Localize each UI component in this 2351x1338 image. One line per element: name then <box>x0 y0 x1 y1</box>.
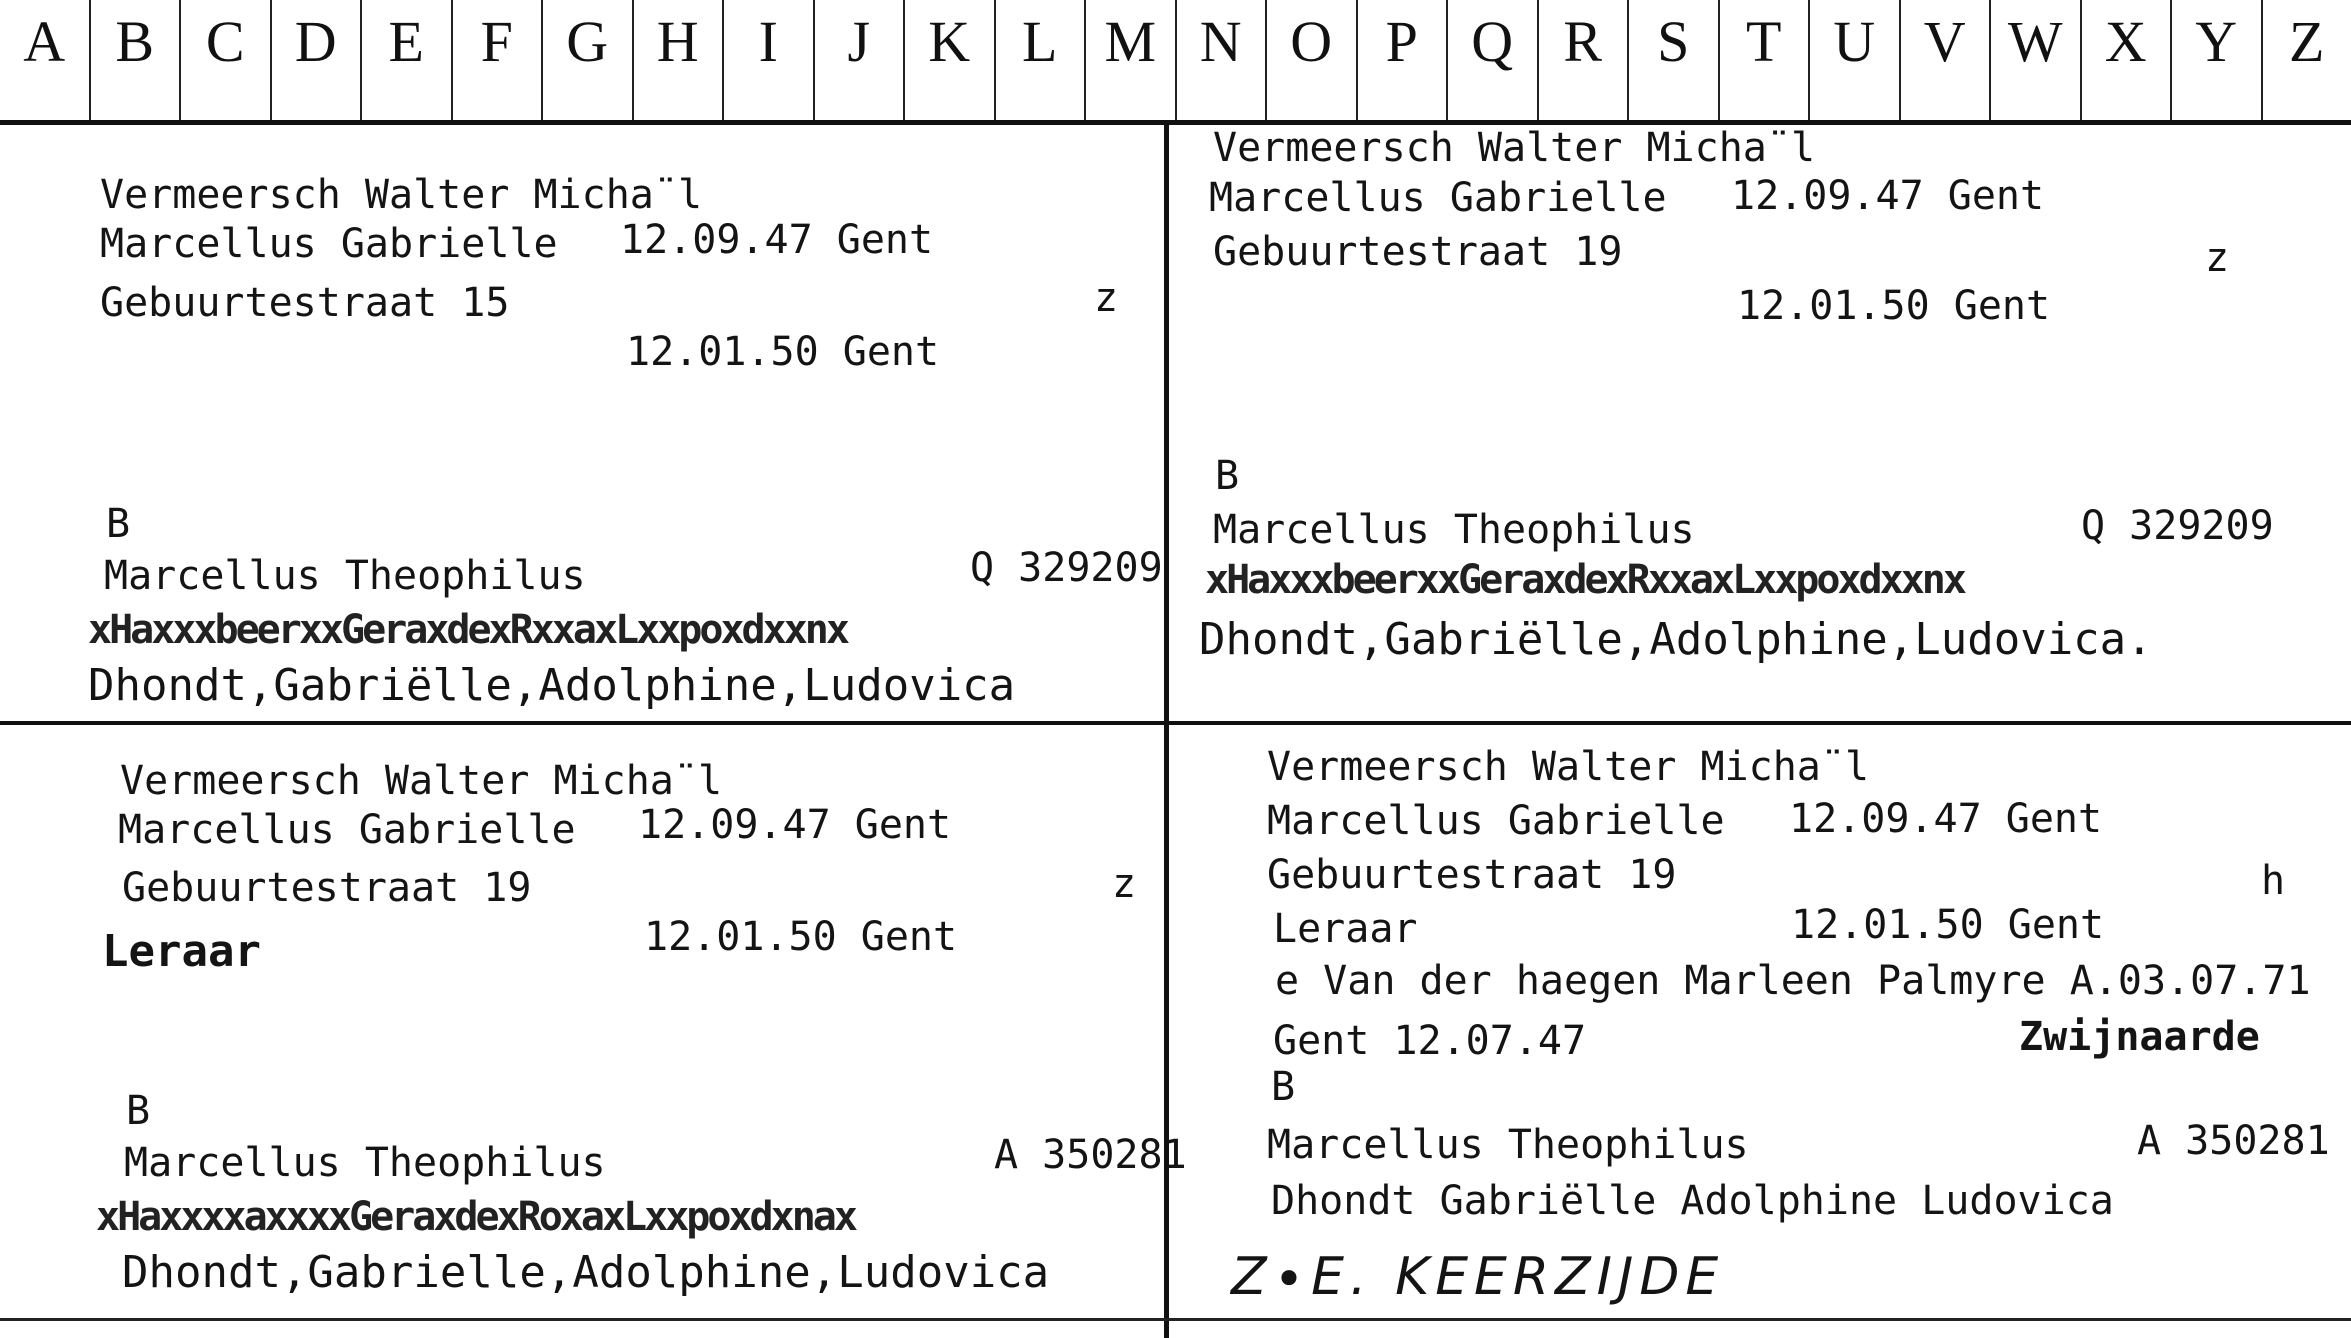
struck-out-text: xHaxxxbeerxxGeraxdexRxxaxLxxpoxdxxnx <box>88 607 847 653</box>
alphabet-tab-y: Y <box>2172 0 2263 120</box>
alphabet-tab-k: K <box>905 0 996 120</box>
father-name: Marcellus Theophilus <box>1267 1122 1749 1168</box>
alphabet-tab-n: N <box>1177 0 1268 120</box>
address: Gebuurtestraat 15 <box>100 280 510 326</box>
father-name: Marcellus Theophilus <box>104 553 586 599</box>
alphabet-tab-p: P <box>1358 0 1449 120</box>
struck-out-text: xHaxxxbeerxxGeraxdexRxxaxLxxpoxdxxnx <box>1205 557 1964 603</box>
alphabet-tab-h: H <box>634 0 725 120</box>
name-line: Vermeersch Walter Micha¨l <box>1213 125 1816 171</box>
alphabet-tab-g: G <box>543 0 634 120</box>
alphabet-tab-r: R <box>1539 0 1630 120</box>
birth-date-place: 12.09.47 Gent <box>1789 796 2103 842</box>
record-card-2 <box>1169 124 2351 721</box>
alphabet-tab-x: X <box>2082 0 2173 120</box>
name-line: Vermeersch Walter Micha¨l <box>1267 744 1870 790</box>
name-line: Vermeersch Walter Micha¨l <box>120 758 723 804</box>
alphabet-tab-l: L <box>996 0 1087 120</box>
address: Gebuurtestraat 19 <box>1267 852 1677 898</box>
status-code: z <box>1112 861 1137 907</box>
spouse-birth: Gent 12.07.47 <box>1273 1018 1587 1064</box>
alphabet-tab-strip <box>0 0 2351 125</box>
alphabet-tab-o: O <box>1267 0 1358 120</box>
father-name: Marcellus Theophilus <box>1213 507 1695 553</box>
alphabet-tab-j: J <box>815 0 906 120</box>
alphabet-tab-e: E <box>362 0 453 120</box>
record-number: A 350281 <box>994 1132 1187 1178</box>
parents-line: Marcellus Gabrielle <box>100 221 558 267</box>
status-code: z <box>2205 235 2230 281</box>
mother-name: Dhondt,Gabriëlle,Adolphine,Ludovica. <box>1199 614 2153 665</box>
registration-date: 12.01.50 Gent <box>626 329 940 375</box>
mother-name: Dhondt Gabriëlle Adolphine Ludovica <box>1271 1178 2114 1224</box>
name-line: Vermeersch Walter Micha¨l <box>100 172 703 218</box>
address: Gebuurtestraat 19 <box>1213 229 1623 275</box>
alphabet-tab-i: I <box>724 0 815 120</box>
address: Gebuurtestraat 19 <box>122 865 532 911</box>
father-name: Marcellus Theophilus <box>124 1140 606 1186</box>
bottom-divider <box>0 1318 2351 1321</box>
record-number: A 350281 <box>2137 1118 2330 1164</box>
registration-date: 12.01.50 Gent <box>1737 283 2051 329</box>
alphabet-tab-m: M <box>1086 0 1177 120</box>
alphabet-tab-z: Z <box>2289 9 2325 74</box>
struck-out-text: xHaxxxxaxxxxGeraxdexRoxaxLxxpoxdxnax <box>96 1194 855 1240</box>
section-letter: B <box>106 501 131 547</box>
record-number: Q 329209 <box>970 545 1163 591</box>
alphabet-tab-t: T <box>1720 0 1811 120</box>
profession: Leraar <box>1273 906 1418 952</box>
record-card-1 <box>0 124 1164 721</box>
spouse-place: Zwijnaarde <box>2019 1014 2260 1060</box>
record-number: Q 329209 <box>2081 503 2274 549</box>
section-letter: B <box>1215 453 1240 499</box>
alphabet-tab-b: B <box>91 0 182 120</box>
parents-line: Marcellus Gabrielle <box>1267 798 1725 844</box>
registration-date: 12.01.50 Gent <box>1791 902 2105 948</box>
alphabet-tab-d: D <box>272 0 363 120</box>
status-code: h <box>2261 858 2286 904</box>
parents-line: Marcellus Gabrielle <box>118 807 576 853</box>
parents-line: Marcellus Gabrielle <box>1209 175 1667 221</box>
handwritten-note: Z∙E. KEERZIJDE <box>1231 1247 1725 1307</box>
spouse-line: e Van der haegen Marleen Palmyre A.03.07.71 <box>1275 958 2311 1004</box>
mother-name: Dhondt,Gabriëlle,Adolphine,Ludovica <box>88 660 1016 711</box>
mother-name: Dhondt,Gabrielle,Adolphine,Ludovica <box>122 1247 1050 1298</box>
birth-date-place: 12.09.47 Gent <box>620 217 934 263</box>
alphabet-tab-u: U <box>1810 0 1901 120</box>
record-card-4 <box>1169 725 2351 1318</box>
alphabet-tab-v: V <box>1901 0 1992 120</box>
alphabet-tab-s: S <box>1629 0 1720 120</box>
section-letter: B <box>126 1088 151 1134</box>
section-letter: B <box>1271 1064 1296 1110</box>
alphabet-tab-f: F <box>453 0 544 120</box>
alphabet-tab-c: C <box>181 0 272 120</box>
alphabet-tab-a: A <box>0 0 91 120</box>
profession: Leraar <box>102 926 261 977</box>
birth-date-place: 12.09.47 Gent <box>638 802 952 848</box>
alphabet-tab-w: W <box>1991 0 2082 120</box>
record-card-3 <box>0 725 1187 1318</box>
status-code: z <box>1094 275 1119 321</box>
registration-date: 12.01.50 Gent <box>644 914 958 960</box>
alphabet-tab-q: Q <box>1448 0 1539 120</box>
birth-date-place: 12.09.47 Gent <box>1731 173 2045 219</box>
